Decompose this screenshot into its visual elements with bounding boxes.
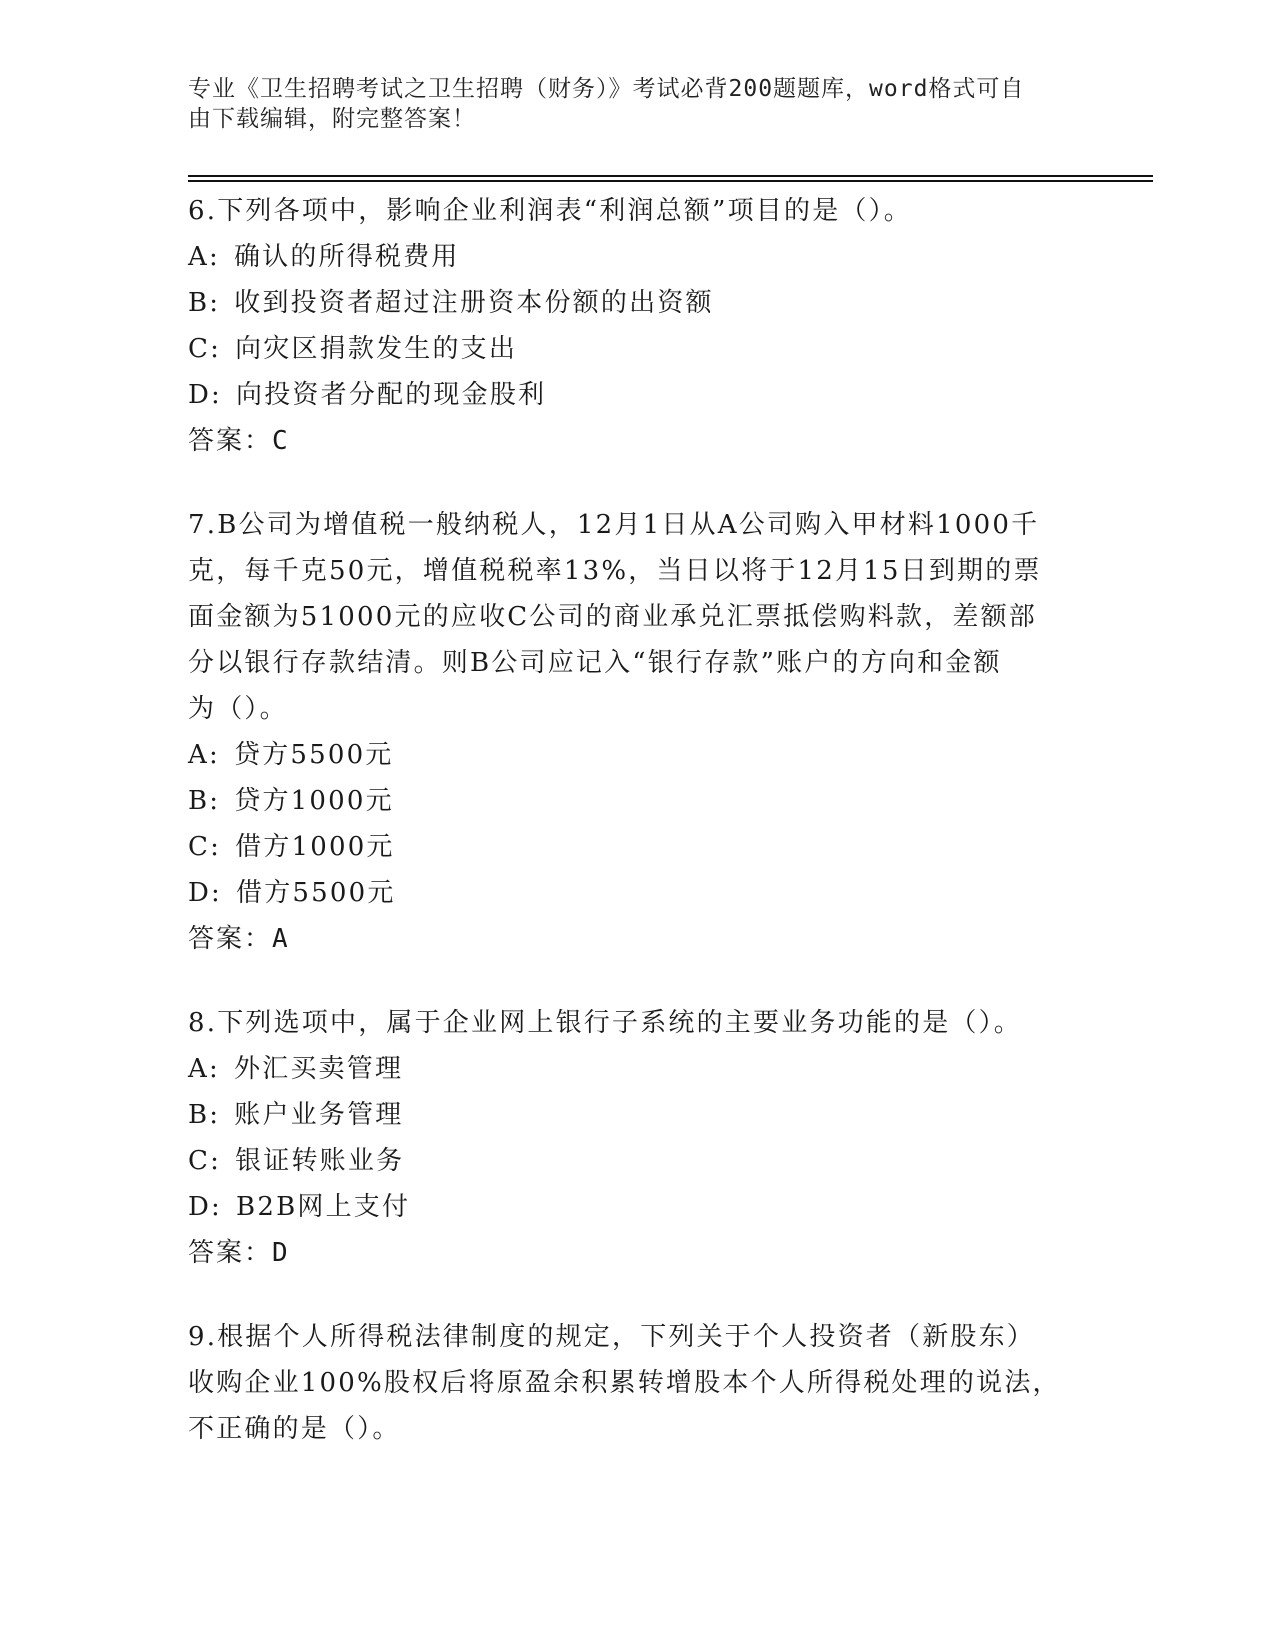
option-key: C: xyxy=(188,334,222,364)
option-text: 借方1000元 xyxy=(235,832,395,862)
option-b xyxy=(188,280,1088,326)
option-a xyxy=(188,234,1088,280)
option-text: 贷方1000元 xyxy=(234,786,394,816)
option-text: 账户业务管理 xyxy=(234,1100,404,1130)
question-7 xyxy=(188,502,1088,962)
option-text: B2B网上支付 xyxy=(236,1192,411,1222)
option-c xyxy=(188,824,1088,870)
question-list xyxy=(188,188,1088,1490)
option-key: C: xyxy=(188,832,222,862)
option-text: 银证转账业务 xyxy=(235,1146,405,1176)
option-key: A: xyxy=(188,740,220,770)
question-stem-line: 不正确的是（）。 xyxy=(188,1414,401,1444)
question-stem: 6.下列各项中，影响企业利润表“利润总额”项目的是（）。 xyxy=(188,196,912,226)
option-c xyxy=(188,1138,1088,1184)
option-text: 向投资者分配的现金股利 xyxy=(236,380,547,410)
question-stem-line: 为（）。 xyxy=(188,694,288,724)
question-stem-line: 收购企业100%股权后将原盈余积累转增股本个人所得税处理的说法， xyxy=(188,1368,1061,1398)
question-stem-line: 分以银行存款结清。则B公司应记入“银行存款”账户的方向和金额 xyxy=(188,648,1002,678)
document-header xyxy=(188,74,1068,134)
option-b xyxy=(188,1092,1088,1138)
option-a xyxy=(188,1046,1088,1092)
question-stem: 8.下列选项中，属于企业网上银行子系统的主要业务功能的是（）。 xyxy=(188,1008,1023,1038)
answer-label: 答案：C xyxy=(188,426,290,456)
answer-label: 答案：D xyxy=(188,1238,290,1268)
option-a xyxy=(188,732,1088,778)
header-line-1: 专业《卫生招聘考试之卫生招聘（财务）》考试必背200题题库，word格式可自 xyxy=(188,76,1025,102)
header-divider-top xyxy=(188,175,1153,177)
option-key: D: xyxy=(188,878,223,908)
option-b xyxy=(188,778,1088,824)
question-6 xyxy=(188,188,1088,464)
option-d xyxy=(188,870,1088,916)
option-key: D: xyxy=(188,380,223,410)
question-stem-line: 面金额为51000元的应收C公司的商业承兑汇票抵偿购料款，差额部 xyxy=(188,602,1038,632)
option-d xyxy=(188,1184,1088,1230)
option-text: 外汇买卖管理 xyxy=(233,1054,404,1084)
header-divider-bottom xyxy=(188,180,1153,182)
option-c xyxy=(188,326,1088,372)
header-line-2: 由下载编辑，附完整答案！ xyxy=(188,106,476,132)
question-stem-line: 克，每千克50元，增值税税率13%，当日以将于12月15日到期的票 xyxy=(188,556,1042,586)
option-key: B: xyxy=(188,1100,221,1130)
option-text: 收到投资者超过注册资本份额的出资额 xyxy=(234,288,714,318)
question-stem-line: 7.B公司为增值税一般纳税人，12月1日从A公司购入甲材料1000千 xyxy=(188,510,1040,540)
option-d xyxy=(188,372,1088,418)
option-text: 向灾区捐款发生的支出 xyxy=(235,334,518,364)
option-text: 确认的所得税费用 xyxy=(233,242,460,272)
option-text: 借方5500元 xyxy=(236,878,396,908)
question-stem-line: 9.根据个人所得税法律制度的规定，下列关于个人投资者（新股东） xyxy=(188,1322,1036,1352)
option-key: D: xyxy=(188,1192,223,1222)
option-key: A: xyxy=(188,1054,220,1084)
answer-label: 答案：A xyxy=(188,924,290,954)
option-key: B: xyxy=(188,786,221,816)
question-8 xyxy=(188,1000,1088,1276)
question-9 xyxy=(188,1314,1088,1452)
option-key: A: xyxy=(188,242,220,272)
option-key: B: xyxy=(188,288,221,318)
option-key: C: xyxy=(188,1146,222,1176)
option-text: 贷方5500元 xyxy=(233,740,394,770)
